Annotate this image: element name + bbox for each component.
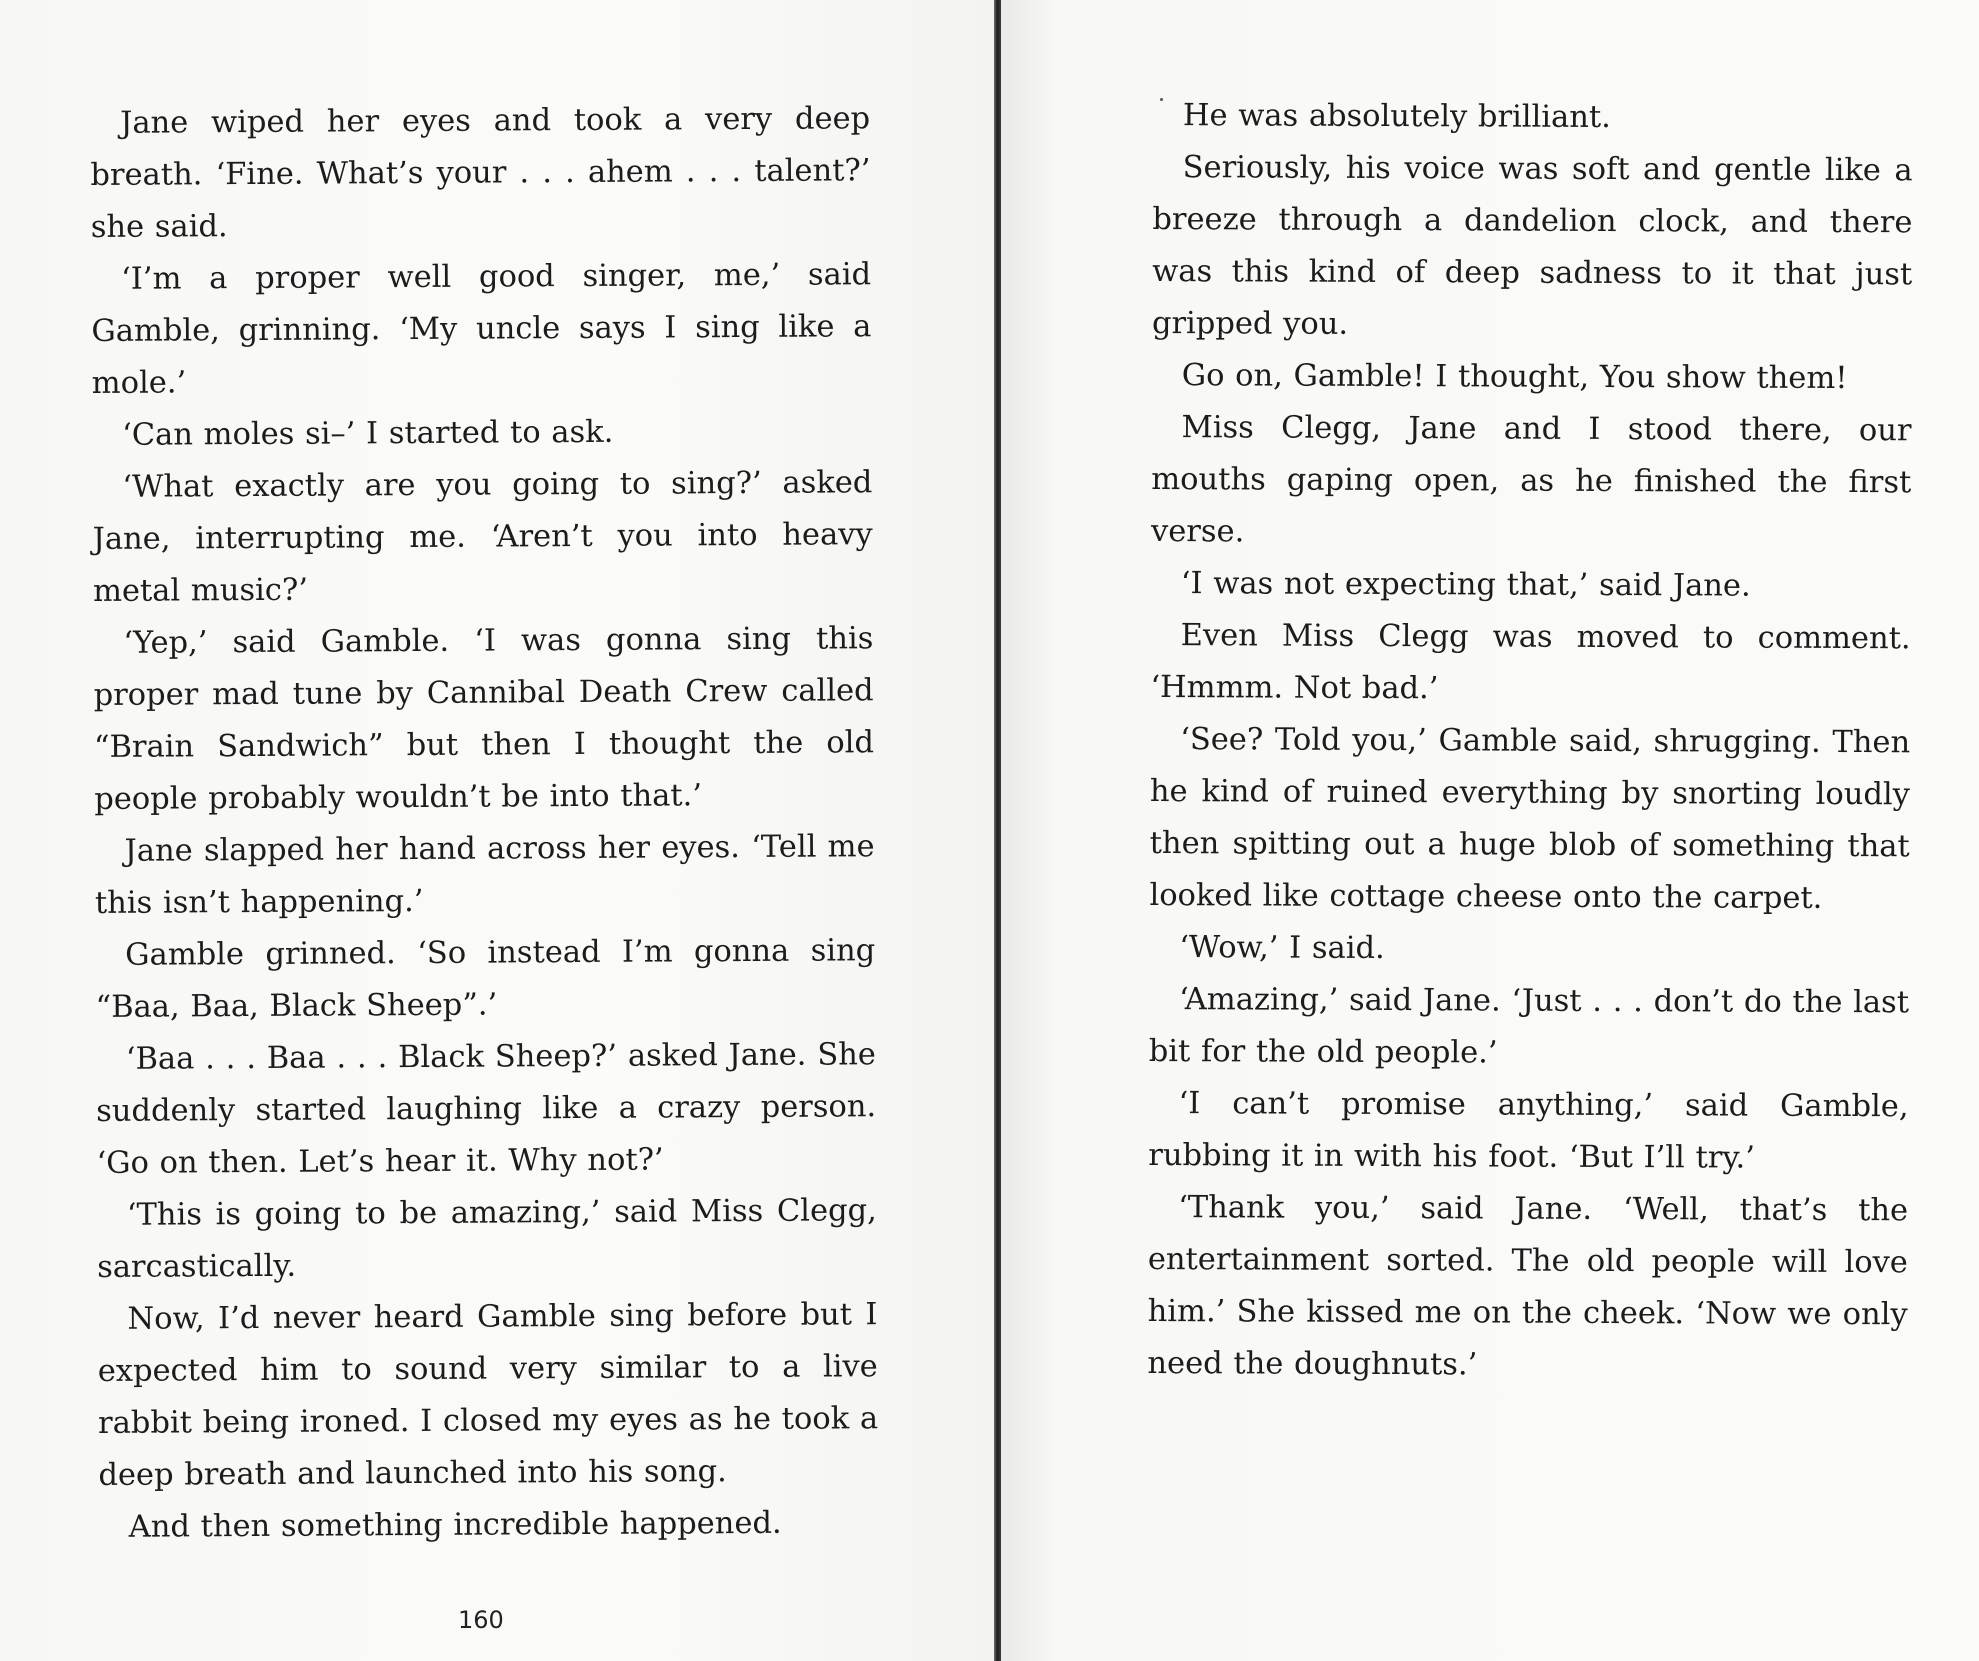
paragraph: ‘See? Told you,’ Gamble said, shrugging. Then he kind of ruined everything by snorting loudly then spitting out a huge blob of something that looked like cottage cheese onto the carpet. xyxy=(1149,722,1911,916)
book-gutter xyxy=(994,0,1001,1661)
paragraph: ‘This is going to be amazing,’ said Miss Clegg, sarcastically. xyxy=(97,1193,877,1285)
left-page-text xyxy=(90,93,879,1554)
paragraph: ‘I can’t promise anything,’ said Gamble, rubbing it in with his foot. ‘But I’ll try.’ xyxy=(1148,1086,1909,1176)
paragraph: ‘Baa . . . Baa . . . Black Sheep?’ asked Jane. She suddenly started laughing like a crazy person. ‘Go on then. Let’s hear it. Why not?’ xyxy=(96,1037,877,1181)
paragraph: He was absolutely brilliant. xyxy=(1182,98,1611,135)
paragraph: Seriously, his voice was soft and gentle like a breeze through a dandelion clock, and there was this kind of deep sadness to it that just gripped you. xyxy=(1151,150,1913,342)
paragraph: ‘Can moles si–’ I started to ask. xyxy=(121,414,614,453)
right-page-text xyxy=(1147,90,1913,1393)
paragraph: ‘Thank you,’ said Jane. ‘Well, that’s the entertainment sorted. The old people will love him.’ She kissed me on the cheek. ‘Now we only need the doughnuts.’ xyxy=(1147,1190,1909,1383)
paragraph: ‘I’m a proper well good singer, me,’ said Gamble, grinning. ‘My uncle says I sing like a mole.’ xyxy=(91,257,872,401)
paragraph: ‘I was not expecting that,’ said Jane. xyxy=(1180,566,1751,604)
paragraph: Go on, Gamble! I thought, You show them! xyxy=(1181,358,1848,397)
paragraph: ‘Wow,’ I said. xyxy=(1179,930,1385,967)
page-number: 160 xyxy=(458,1606,504,1634)
paragraph: Now, I’d never heard Gamble sing before but I expected him to sound very similar to a live rabbit being ironed. I closed my eyes as he took a deep breath and launched into his song. xyxy=(97,1297,879,1493)
paragraph: Even Miss Clegg was moved to comment. ‘Hmmm. Not bad.’ xyxy=(1150,618,1911,707)
paragraph: Gamble grinned. ‘So instead I’m gonna sing “Baa, Baa, Black Sheep”.’ xyxy=(95,933,876,1025)
paragraph: And then something incredible happened. xyxy=(128,1505,782,1545)
paragraph: Jane slapped her hand across her eyes. ‘Tell me this isn’t happening.’ xyxy=(94,829,875,921)
paragraph: ‘Amazing,’ said Jane. ‘Just . . . don’t do the last bit for the old people.’ xyxy=(1148,982,1910,1071)
paragraph: ‘Yep,’ said Gamble. ‘I was gonna sing this proper mad tune by Cannibal Death Crew called “Brain Sandwich” but then I thought the old people probably wouldn’t be into that.’ xyxy=(93,621,875,817)
paragraph: Miss Clegg, Jane and I stood there, our mouths gaping open, as he finished the first verse. xyxy=(1150,410,1912,550)
paragraph: ‘What exactly are you going to sing?’ asked Jane, interrupting me. ‘Aren’t you into heavy metal music?’ xyxy=(92,465,873,609)
paragraph: Jane wiped her eyes and took a very deep breath. ‘Fine. What’s your . . . ahem . . . talent?’ she said. xyxy=(90,101,871,245)
